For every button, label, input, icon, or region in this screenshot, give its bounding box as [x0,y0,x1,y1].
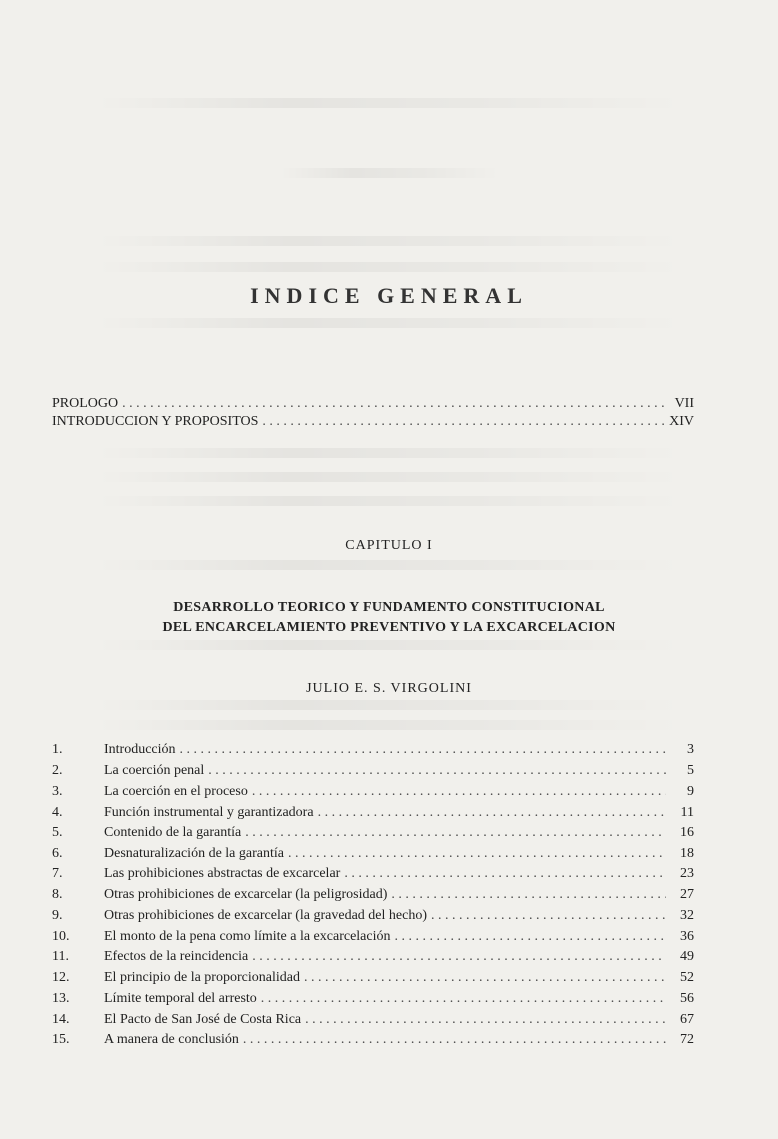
show-through [95,262,685,272]
entry-page-number: 16 [680,825,694,840]
entry-number: 4. [52,805,63,820]
entry-number: 12. [52,970,70,985]
entry-page-number: 23 [680,866,694,881]
show-through [95,236,685,246]
entry-label: A manera de conclusión [104,1032,239,1047]
toc-entry[interactable] [52,763,694,779]
entry-label: El principio de la proporcionalidad [104,970,300,985]
entry-page-number: 3 [687,742,694,757]
dot-leader [305,1012,666,1028]
entry-page-number: 11 [680,805,694,820]
entry-number: 15. [52,1032,70,1047]
entry-label: El monto de la pena como límite a la excarcelación [104,929,391,944]
show-through [280,168,500,178]
toc-entry[interactable] [52,887,694,903]
dot-leader [391,887,666,903]
entry-label: Otras prohibiciones de excarcelar (la gravedad del hecho) [104,908,428,923]
show-through [95,318,685,328]
entry-page-number: 52 [680,970,694,985]
toc-row-prologo[interactable] [52,396,694,412]
show-through [95,640,685,650]
index-heading: INDICE GENERAL [250,283,528,308]
toc-entry[interactable] [52,742,694,758]
dot-leader [304,970,666,986]
entry-page-number: 18 [680,846,694,861]
toc-entry[interactable] [52,991,694,1007]
entry-page-number: 72 [680,1032,694,1047]
show-through [95,700,685,710]
entry-number: 7. [52,866,63,881]
entry-number: 13. [52,991,70,1006]
entry-label: Las prohibiciones abstractas de excarcelar [104,866,341,881]
dot-leader [243,1032,666,1048]
entry-number: 2. [52,763,63,778]
show-through [95,448,685,458]
toc-entry[interactable] [52,805,694,821]
dot-leader [208,763,666,779]
entry-label: Límite temporal del arresto [104,991,257,1006]
entry-number: 11. [52,949,69,964]
show-through [95,560,685,570]
chapter-title-line-1: DESARROLLO TEORICO Y FUNDAMENTO CONSTITUCIONAL [173,600,605,615]
entry-number: 1. [52,742,63,757]
entry-number: 14. [52,1012,70,1027]
show-through [95,720,685,730]
chapter-label: CAPITULO I [345,538,433,553]
entry-number: 9. [52,908,63,923]
entry-label: El Pacto de San José de Costa Rica [104,1012,302,1027]
dot-leader [288,846,666,862]
entry-page-number: 5 [687,763,694,778]
toc-entry[interactable] [52,970,694,986]
entry-label: Contenido de la garantía [104,825,242,840]
chapter-title-line-2: DEL ENCARCELAMIENTO PREVENTIVO Y LA EXCARCELACION [162,620,616,635]
entry-page-number: 36 [680,929,694,944]
entry-number: 6. [52,846,63,861]
toc-entry[interactable] [52,825,694,841]
dot-leader [262,414,665,430]
chapter-title [0,598,778,638]
dot-leader [318,805,666,821]
dot-leader [122,396,666,412]
toc-entry[interactable] [52,784,694,800]
toc-page-number: XIV [669,414,694,429]
toc-label: PROLOGO [52,396,119,411]
toc-entry[interactable] [52,866,694,882]
entry-label: Desnaturalización de la garantía [104,846,284,861]
entry-label: La coerción en el proceso [104,784,248,799]
entry-label: Función instrumental y garantizadora [104,805,314,820]
entry-page-number: 49 [680,949,694,964]
dot-leader [252,784,666,800]
entry-page-number: 9 [687,784,694,799]
dot-leader [261,991,666,1007]
entry-number: 5. [52,825,63,840]
toc-entry[interactable] [52,929,694,945]
entry-number: 3. [52,784,63,799]
chapter-author: JULIO E. S. VIRGOLINI [306,681,472,696]
show-through [95,98,685,108]
dot-leader [344,866,666,882]
entry-label: Efectos de la reincidencia [104,949,249,964]
dot-leader [431,908,666,924]
show-through [95,472,685,482]
dot-leader [245,825,666,841]
entry-label: La coerción penal [104,763,205,778]
toc-entry[interactable] [52,949,694,965]
toc-entry[interactable] [52,1012,694,1028]
toc-entry[interactable] [52,846,694,862]
toc-label: INTRODUCCION Y PROPOSITOS [52,414,259,429]
entry-label: Introducción [104,742,176,757]
entry-page-number: 67 [680,1012,694,1027]
entry-number: 10. [52,929,70,944]
entry-label: Otras prohibiciones de excarcelar (la peligrosidad) [104,887,388,902]
toc-row-introduccion[interactable] [52,414,694,430]
entry-number: 8. [52,887,63,902]
dot-leader [395,929,667,945]
toc-page-number: VII [674,396,694,411]
dot-leader [180,742,666,758]
toc-entry[interactable] [52,908,694,924]
dot-leader [252,949,666,965]
entry-page-number: 27 [680,887,694,902]
entry-page-number: 56 [680,991,694,1006]
toc-entry[interactable] [52,1032,694,1048]
show-through [95,496,685,506]
entry-page-number: 32 [680,908,694,923]
